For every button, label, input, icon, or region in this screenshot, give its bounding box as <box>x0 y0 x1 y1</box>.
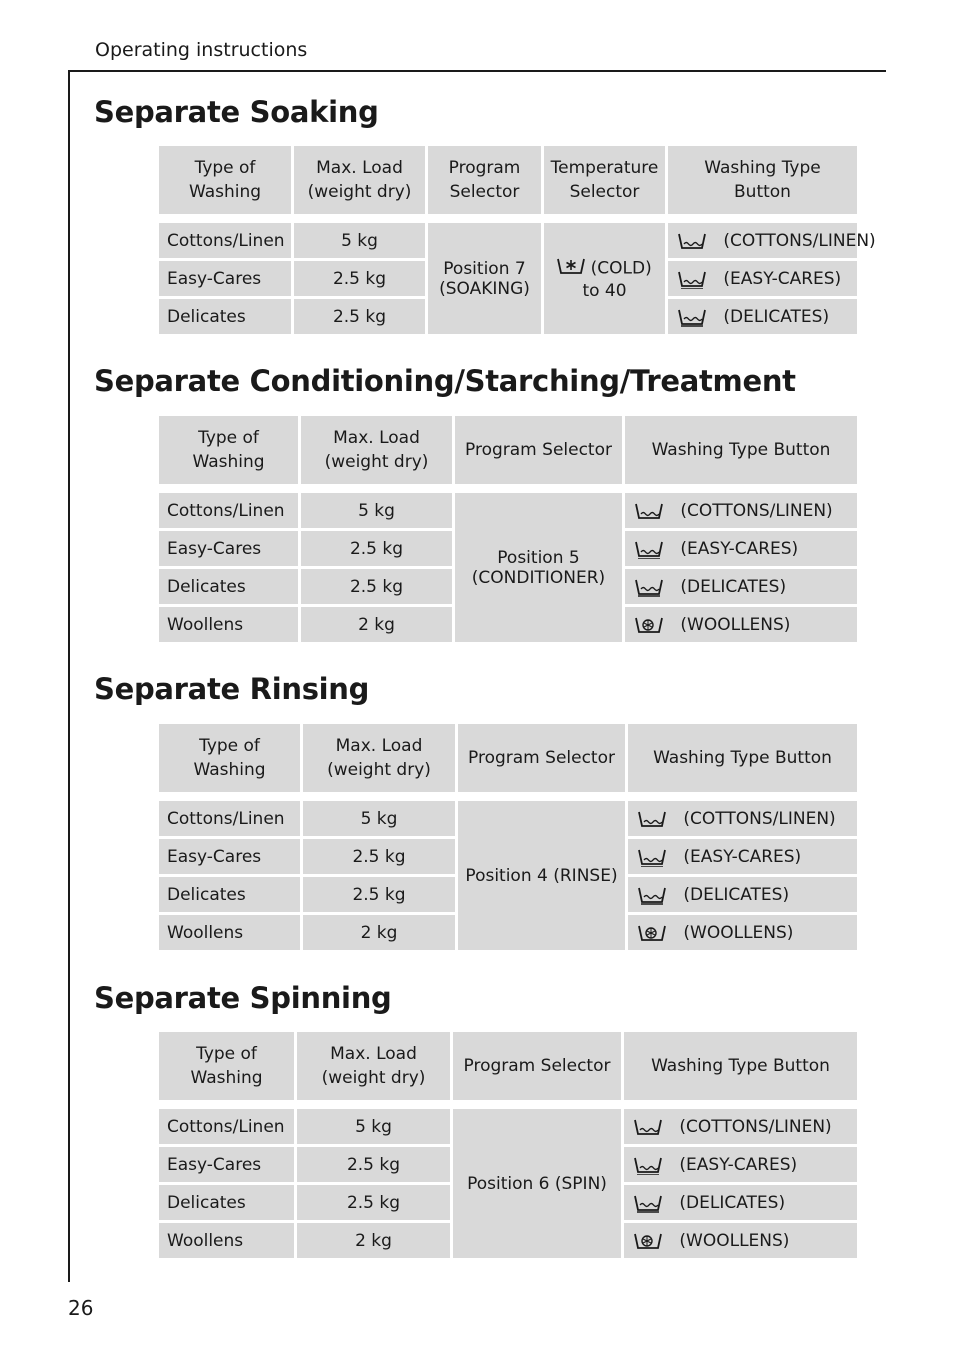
cottons-linen-tub-icon <box>678 231 706 251</box>
washing-type-label: (DELICATES) <box>683 884 790 905</box>
type-cell: Easy-Cares <box>159 531 298 566</box>
delicates-tub-icon <box>634 1193 662 1213</box>
table-header-row <box>159 1032 857 1100</box>
washing-type-label: (EASY-CARES) <box>680 538 799 559</box>
section-title-conditioning: Separate Conditioning/Starching/Treatment <box>94 364 796 398</box>
table-row <box>159 223 857 258</box>
washing-type-label: (WOOLLENS) <box>680 614 791 635</box>
type-cell: Delicates <box>159 299 291 334</box>
load-cell: 2.5 kg <box>303 877 455 912</box>
soaking-table <box>156 143 876 337</box>
load-cell: 2 kg <box>301 607 452 642</box>
header-title: Operating instructions <box>95 39 308 61</box>
woollens-wool-icon <box>638 923 666 943</box>
col-header-washing-button: Washing Type Button <box>624 1032 857 1100</box>
load-cell: 5 kg <box>294 223 425 258</box>
col-header-washing-button: Washing Type Button <box>668 146 857 214</box>
load-cell: 2 kg <box>297 1223 450 1258</box>
table-row <box>159 801 857 836</box>
easy-cares-tub-icon <box>678 269 706 289</box>
washing-type-cell <box>628 915 857 950</box>
load-cell: 2.5 kg <box>294 261 425 296</box>
washing-type-label: (EASY-CARES) <box>723 268 842 289</box>
program-cell: Position 7 (SOAKING) <box>428 223 541 334</box>
easy-cares-tub-icon <box>635 539 663 559</box>
washing-type-label: (COTTONS/LINEN) <box>683 808 836 829</box>
rinsing-table <box>156 721 860 953</box>
col-header-type: Type of Washing <box>159 1032 294 1100</box>
washing-type-cell <box>628 801 857 836</box>
type-cell: Cottons/Linen <box>159 1109 294 1144</box>
col-header-washing-button: Washing Type Button <box>625 416 857 484</box>
program-cell: Position 5 (CONDITIONER) <box>455 493 622 642</box>
table-header-row <box>159 724 857 792</box>
col-header-temperature: Temperature Selector <box>544 146 665 214</box>
table-row <box>159 493 857 528</box>
load-cell: 2.5 kg <box>303 839 455 874</box>
type-cell: Woollens <box>159 915 300 950</box>
type-cell: Cottons/Linen <box>159 801 300 836</box>
load-cell: 2 kg <box>303 915 455 950</box>
easy-cares-tub-icon <box>638 847 666 867</box>
type-cell: Delicates <box>159 877 300 912</box>
woollens-wool-icon <box>635 615 663 635</box>
type-cell: Cottons/Linen <box>159 493 298 528</box>
load-cell: 2.5 kg <box>301 569 452 604</box>
washing-type-label: (DELICATES) <box>723 306 830 327</box>
washing-type-cell <box>624 1223 857 1258</box>
washing-type-label: (WOOLLENS) <box>679 1230 790 1251</box>
washing-type-label: (WOOLLENS) <box>683 922 794 943</box>
spinning-table <box>156 1029 860 1261</box>
program-cell: Position 4 (RINSE) <box>458 801 625 950</box>
washing-type-cell <box>628 839 857 874</box>
type-cell: Easy-Cares <box>159 1147 294 1182</box>
margin-rule <box>68 70 70 1282</box>
washing-type-cell <box>628 877 857 912</box>
temperature-range: (COLD) to 40 <box>582 258 652 301</box>
load-cell: 2.5 kg <box>294 299 425 334</box>
washing-type-cell <box>668 299 857 334</box>
section-title-rinsing: Separate Rinsing <box>94 672 370 706</box>
type-cell: Delicates <box>159 569 298 604</box>
col-header-load: Max. Load (weight dry) <box>301 416 452 484</box>
section-title-soaking: Separate Soaking <box>94 95 379 129</box>
load-cell: 5 kg <box>301 493 452 528</box>
table-row <box>159 1109 857 1144</box>
type-cell: Woollens <box>159 607 298 642</box>
page-number: 26 <box>68 1296 94 1320</box>
col-header-type: Type of Washing <box>159 724 300 792</box>
washing-type-label: (DELICATES) <box>679 1192 786 1213</box>
col-header-program: Program Selector <box>458 724 625 792</box>
table-header-row <box>159 146 857 214</box>
washing-type-cell <box>624 1147 857 1182</box>
load-cell: 2.5 kg <box>301 531 452 566</box>
load-cell: 2.5 kg <box>297 1185 450 1220</box>
col-header-washing-button: Washing Type Button <box>628 724 857 792</box>
washing-type-label: (EASY-CARES) <box>679 1154 798 1175</box>
type-cell: Woollens <box>159 1223 294 1258</box>
woollens-wool-icon <box>634 1231 662 1251</box>
easy-cares-tub-icon <box>634 1155 662 1175</box>
col-header-load: Max. Load (weight dry) <box>303 724 455 792</box>
program-cell: Position 6 (SPIN) <box>453 1109 621 1258</box>
washing-type-cell <box>668 223 876 258</box>
col-header-type: Type of Washing <box>159 416 298 484</box>
col-header-program: Program Selector <box>428 146 541 214</box>
type-cell: Easy-Cares <box>159 261 291 296</box>
washing-type-cell <box>625 569 857 604</box>
col-header-type: Type of Washing <box>159 146 291 214</box>
washing-type-cell <box>668 261 857 296</box>
washing-type-cell <box>625 493 857 528</box>
table-header-row <box>159 416 857 484</box>
washing-type-label: (EASY-CARES) <box>683 846 802 867</box>
col-header-load: Max. Load (weight dry) <box>297 1032 450 1100</box>
temperature-cell <box>544 223 665 334</box>
delicates-tub-icon <box>635 577 663 597</box>
col-header-program: Program Selector <box>455 416 622 484</box>
col-header-program: Program Selector <box>453 1032 621 1100</box>
conditioning-table <box>156 413 860 645</box>
type-cell: Delicates <box>159 1185 294 1220</box>
washing-type-label: (DELICATES) <box>680 576 787 597</box>
type-cell: Cottons/Linen <box>159 223 291 258</box>
cottons-linen-tub-icon <box>634 1117 662 1137</box>
col-header-load: Max. Load (weight dry) <box>294 146 425 214</box>
washing-type-cell <box>625 607 857 642</box>
type-cell: Easy-Cares <box>159 839 300 874</box>
load-cell: 5 kg <box>303 801 455 836</box>
delicates-tub-icon <box>638 885 666 905</box>
washing-type-label: (COTTONS/LINEN) <box>723 230 876 251</box>
washing-type-cell <box>624 1185 857 1220</box>
load-cell: 2.5 kg <box>297 1147 450 1182</box>
washing-type-label: (COTTONS/LINEN) <box>680 500 833 521</box>
delicates-tub-icon <box>678 307 706 327</box>
washing-type-label: (COTTONS/LINEN) <box>679 1116 832 1137</box>
washing-type-cell <box>625 531 857 566</box>
cold-snowflake-tub-icon <box>557 256 585 281</box>
load-cell: 5 kg <box>297 1109 450 1144</box>
section-title-spinning: Separate Spinning <box>94 981 392 1015</box>
cottons-linen-tub-icon <box>635 501 663 521</box>
washing-type-cell <box>624 1109 857 1144</box>
header-rule <box>68 70 886 72</box>
cottons-linen-tub-icon <box>638 809 666 829</box>
